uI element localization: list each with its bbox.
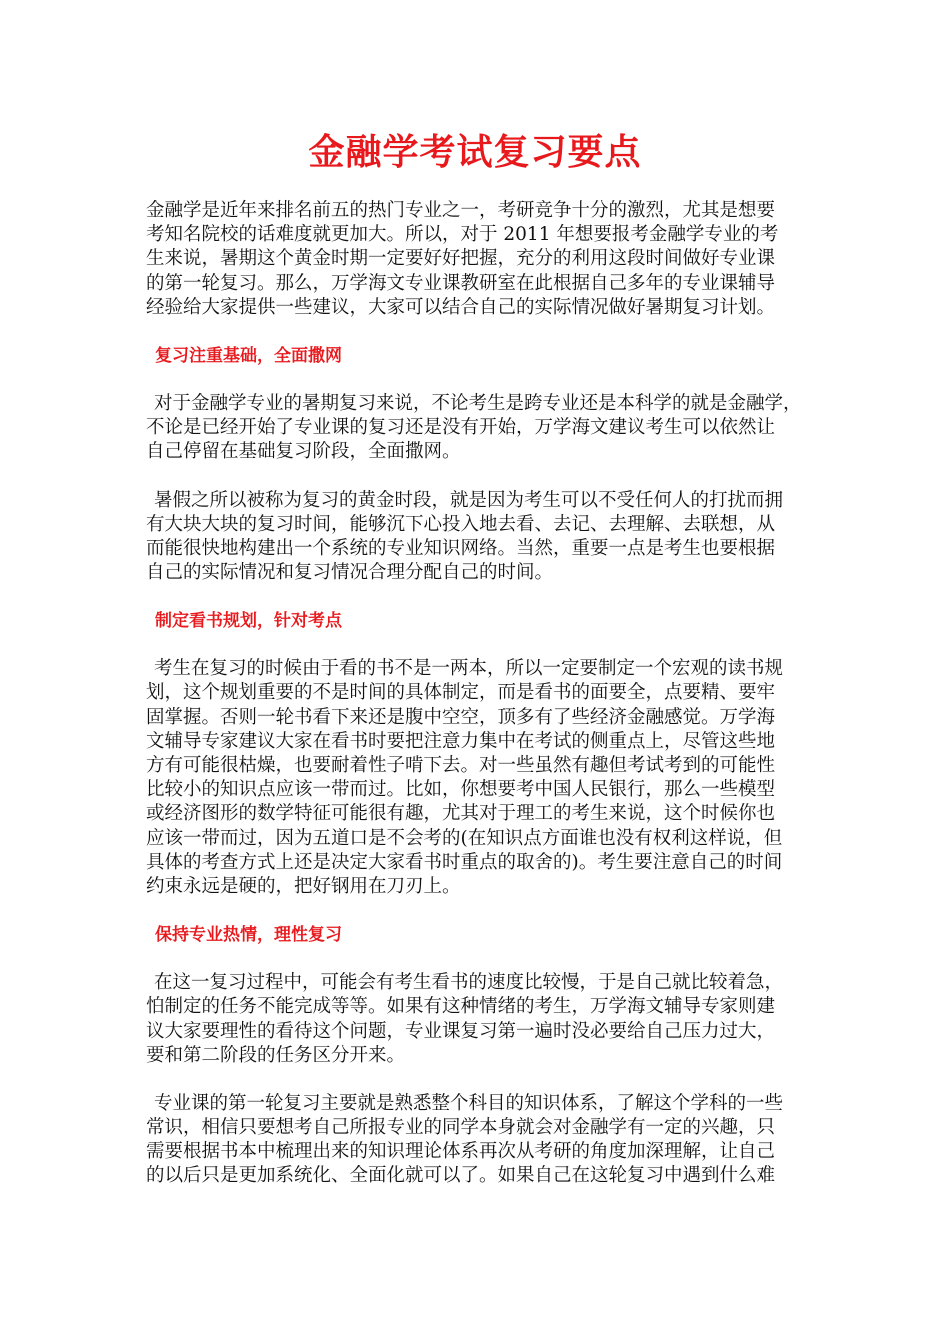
text-line: 经验给大家提供一些建议，大家可以结合自己的实际情况做好暑期复习计划。	[146, 296, 776, 318]
text-line: 应该一带而过，因为五道口是不会考的(在知识点方面谁也没有权利这样说，但	[146, 827, 783, 849]
text-line: 生来说，暑期这个黄金时期一定要好好把握，充分的利用这段时间做好专业课	[146, 248, 776, 270]
section3-paragraph-2	[146, 1092, 816, 1189]
text-line: 议大家要理性的看待这个问题，专业课复习第一遍时没必要给自己压力过大，	[146, 1020, 776, 1042]
text-line: 暑假之所以被称为复习的黄金时段，就是因为考生可以不受任何人的打扰而拥	[154, 489, 784, 511]
text-line: 比较小的知识点应该一带而过。比如，你想要考中国人民银行，那么一些模型	[146, 779, 776, 801]
text-line: 考知名院校的话难度就更加大。所以，对于 2011 年想要报考金融学专业的考	[146, 224, 779, 246]
section3-paragraph-1	[146, 971, 816, 1068]
intro-paragraph	[146, 199, 816, 320]
text-line: 怕制定的任务不能完成等等。如果有这种情绪的考生，万学海文辅导专家则建	[146, 996, 776, 1018]
spacer	[146, 899, 816, 923]
section-heading-basics: 复习注重基础，全面撒网	[155, 345, 342, 366]
section-heading-passion: 保持专业热情，理性复习	[155, 925, 342, 946]
text-line: 对于金融学专业的暑期复习来说，不论考生是跨专业还是本科学的就是金融学，	[154, 392, 802, 414]
spacer	[146, 947, 816, 971]
text-line: 或经济图形的数学特征可能很有趣，尤其对于理工的考生来说，这个时候你也	[146, 803, 776, 825]
text-line: 金融学是近年来排名前五的热门专业之一，考研竞争十分的激烈，尤其是想要	[146, 200, 776, 221]
text-line: 要和第二阶段的任务区分开来。	[146, 1044, 406, 1066]
text-line: 有大块大块的复习时间，能够沉下心投入地去看、去记、去理解、去联想，从	[146, 513, 776, 535]
document-title: 金融学考试复习要点	[308, 131, 642, 173]
spacer	[146, 585, 816, 609]
text-line: 文辅导专家建议大家在看书时要把注意力集中在考试的侧重点上，尽管这些地	[146, 730, 776, 752]
spacer	[146, 633, 816, 657]
text-line: 具体的考查方式上还是决定大家看书时重点的取舍的)。考生要注意自己的时间	[146, 851, 783, 873]
text-line: 在这一复习过程中，可能会有考生看书的速度比较慢，于是自己就比较着急，	[154, 972, 784, 994]
section1-paragraph-2	[146, 489, 816, 586]
text-line: 约束永远是硬的，把好钢用在刀刃上。	[146, 875, 461, 897]
spacer	[146, 368, 816, 392]
document-body	[146, 199, 816, 1189]
text-line: 而能很快地构建出一个系统的专业知识网络。当然，重要一点是考生也要根据	[146, 537, 776, 559]
text-line: 方有可能很枯燥，也要耐着性子啃下去。对一些虽然有趣但考试考到的可能性	[146, 755, 776, 776]
text-line: 自己停留在基础复习阶段，全面撒网。	[146, 441, 461, 463]
text-line: 需要根据书本中梳理出来的知识理论体系再次从考研的角度加深理解，让自己	[146, 1141, 776, 1163]
text-line: 自己的实际情况和复习情况合理分配自己的时间。	[146, 562, 554, 584]
text-line: 不论是已经开始了专业课的复习还是没有开始，万学海文建议考生可以依然让	[146, 417, 776, 439]
text-line: 划，这个规划重要的不是时间的具体制定，而是看书的面要全，点要精、要牢	[146, 682, 776, 704]
spacer	[146, 320, 816, 344]
text-line: 专业课的第一轮复习主要就是熟悉整个科目的知识体系，了解这个学科的一些	[154, 1092, 784, 1114]
section2-paragraph-1	[146, 657, 816, 899]
text-line: 的以后只是更加系统化、全面化就可以了。如果自己在这轮复习中遇到什么难	[146, 1165, 776, 1187]
text-line: 的第一轮复习。那么，万学海文专业课教研室在此根据自己多年的专业课辅导	[146, 272, 776, 294]
text-line: 固掌握。否则一轮书看下来还是腹中空空，顶多有了些经济金融感觉。万学海	[146, 706, 776, 728]
text-line: 常识，相信只要想考自己所报专业的同学本身就会对金融学有一定的兴趣，只	[146, 1117, 776, 1139]
spacer	[146, 1068, 816, 1092]
spacer	[146, 465, 816, 489]
text-line: 考生在复习的时候由于看的书不是一两本，所以一定要制定一个宏观的读书规	[154, 658, 784, 680]
section1-paragraph-1	[146, 392, 816, 465]
section-heading-plan: 制定看书规划，针对考点	[155, 611, 342, 632]
